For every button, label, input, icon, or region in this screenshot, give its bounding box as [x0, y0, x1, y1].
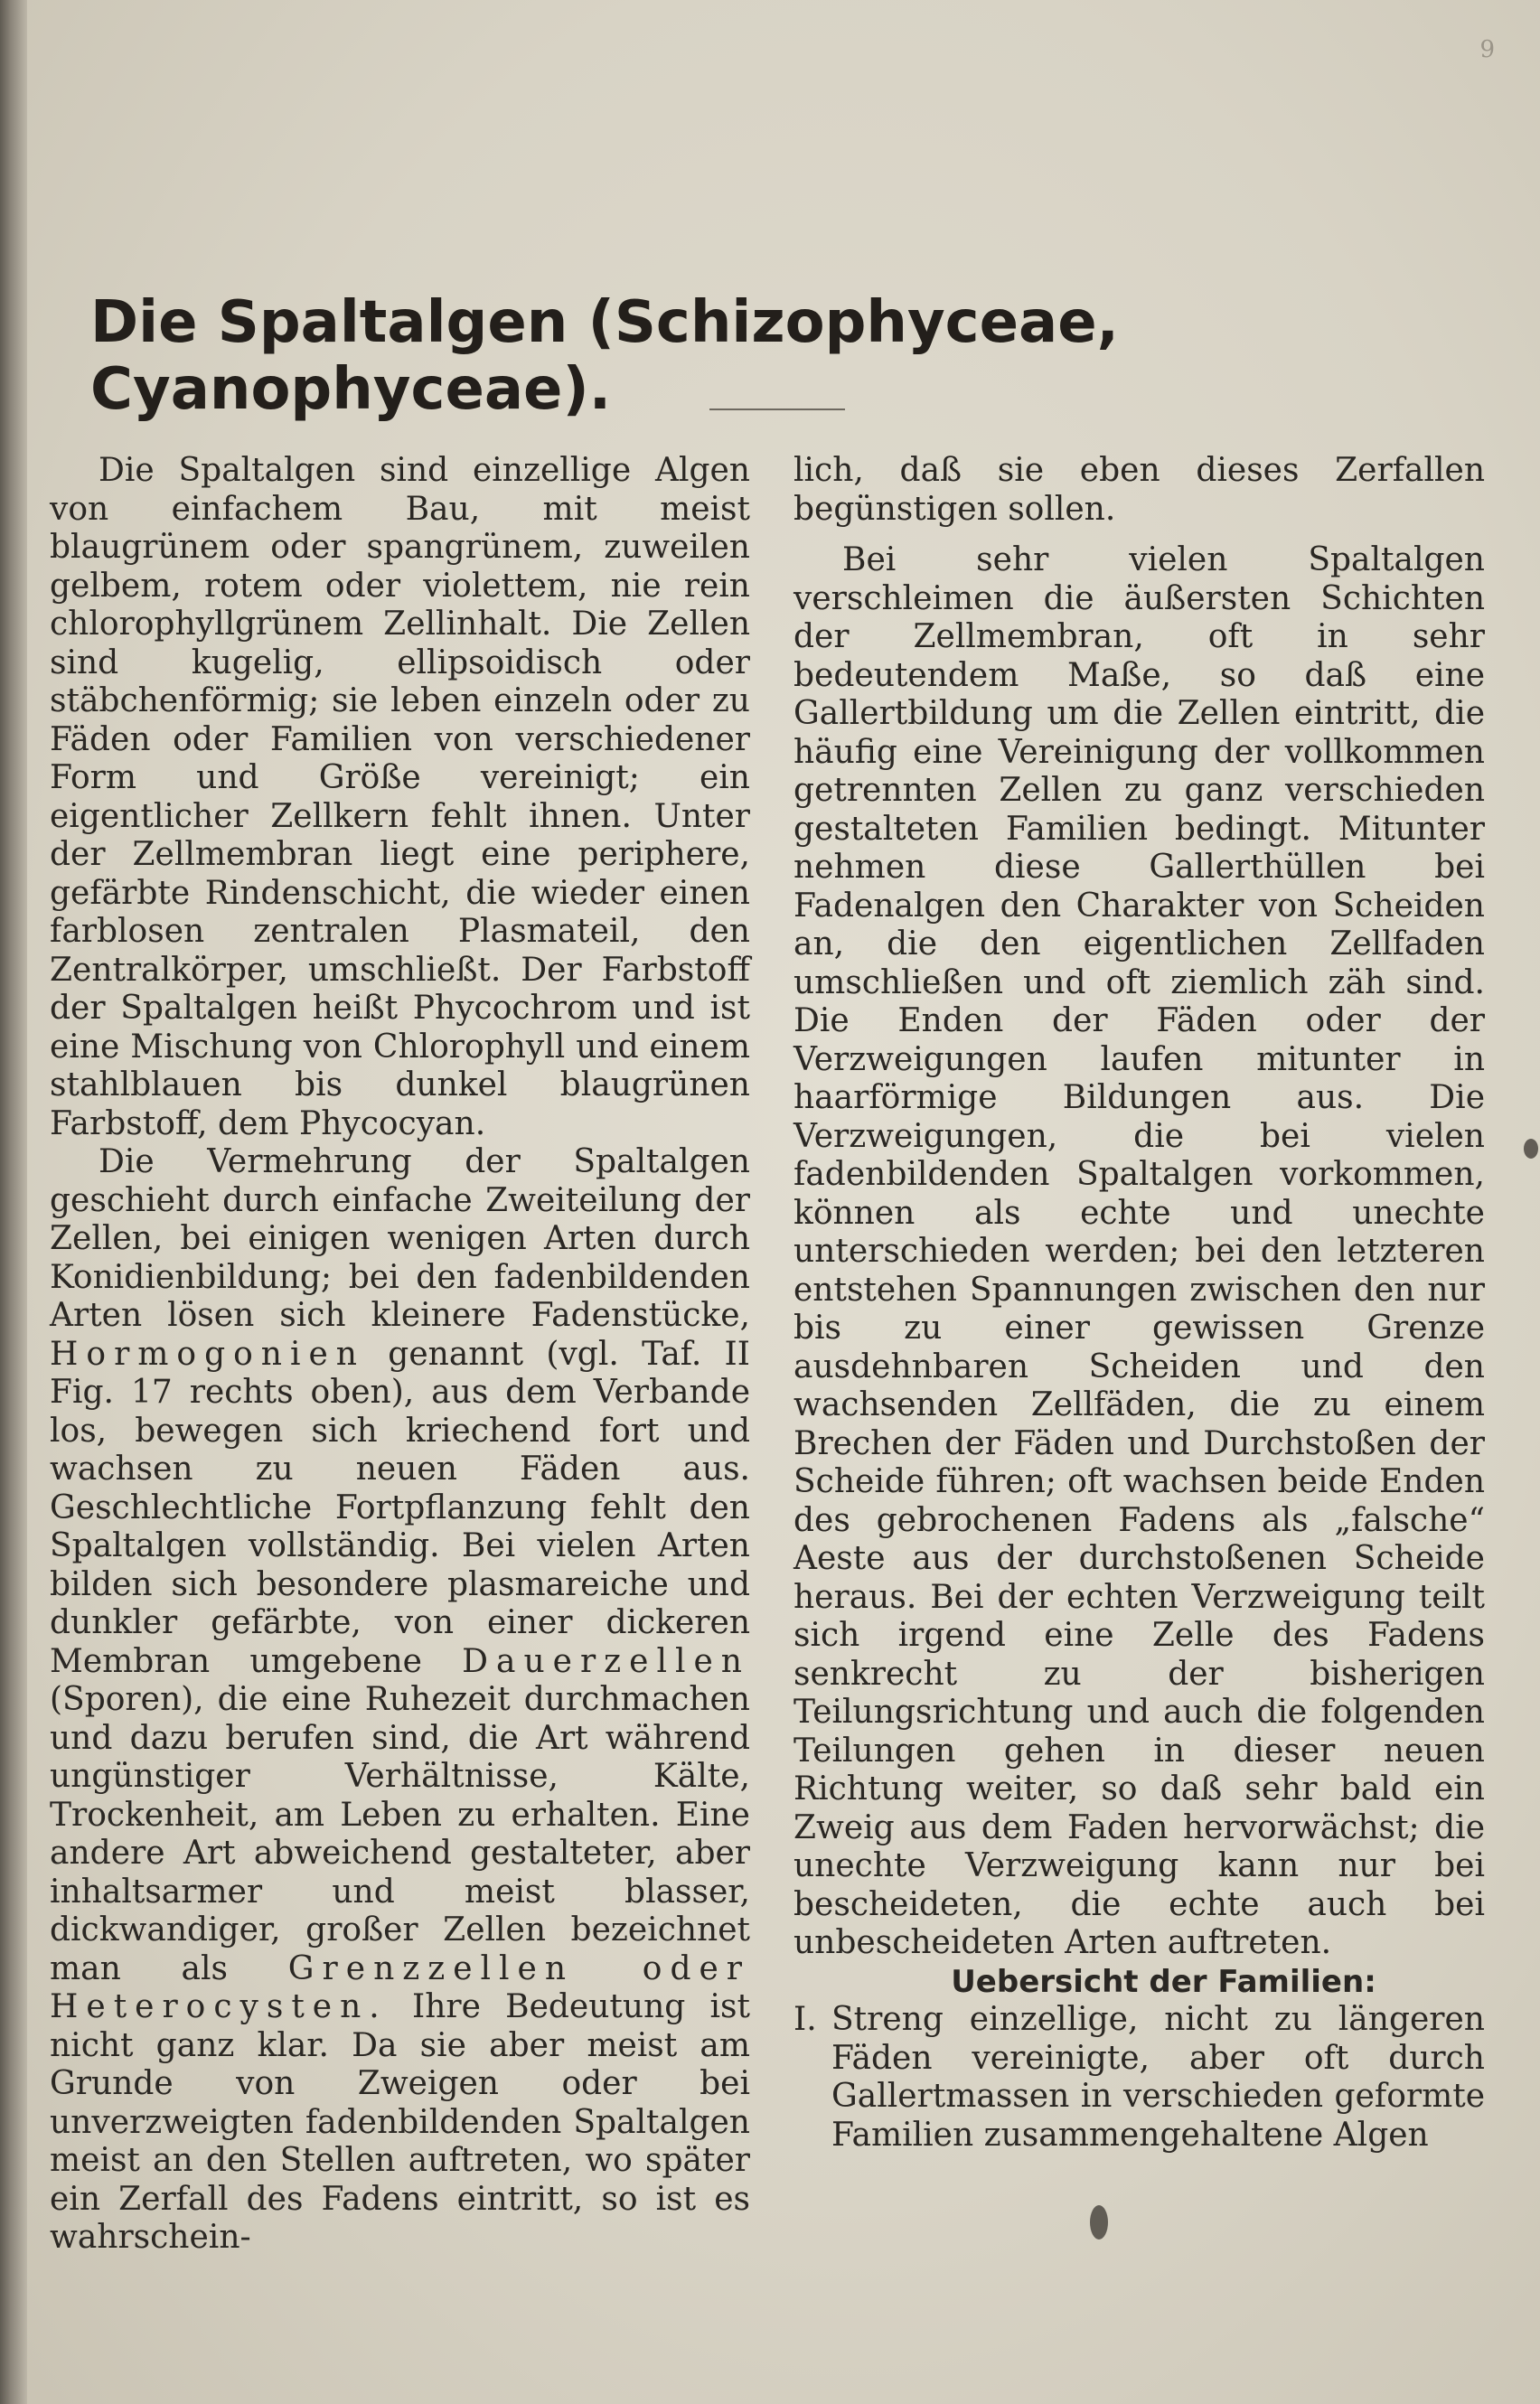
- right-column: [793, 452, 1485, 2155]
- list-item-number: I.: [793, 2001, 817, 2038]
- title-divider: [709, 408, 845, 410]
- list-item: [793, 2001, 1485, 2155]
- term-hormogonien: Hormogonien: [50, 1335, 365, 1373]
- paragraph-intro: Die Spaltalgen sind einzellige Algen von einfachem Bau, mit meist blaugrünem oder spangrünem, zuweilen gelbem, rotem oder violettem, nie rein chlorophyllgrünem Zellinhalt. Die Zellen sind kugelig, ellipsoidisch oder stäbchenförmig; sie leben einzeln oder zu Fäden oder Familien von verschiedener Form und Größe vereinigt; ein eigentlicher Zellkern fehlt ihnen. Unter der Zellmembran liegt eine periphere, gefärbte Rindenschicht, die wieder einen farblosen zentralen Plasmateil, den Zentralkörper, umschließt. Der Farbstoff der Spaltalgen heißt Phycochrom und ist eine Mischung von Chlorophyll und einem stahlblauen bis dunkel blaugrünen Farbstoff, dem Phycocyan.: [50, 452, 750, 1142]
- book-binding-edge: [0, 0, 27, 2404]
- paragraph-reproduction: Die Vermehrung der Spaltalgen geschieht durch einfache Zweiteilung der Zellen, bei einigen wenigen Arten durch Konidienbildung; bei den fadenbildenden Arten lösen sich kleinere Fadenstücke, Hormogonien genannt (vgl. Taf. II Fig. 17 rechts oben), aus dem Verbande los, bewegen sich kriechend fort und wachsen zu neuen Fäden aus. Geschlechtliche Fortpflanzung fehlt den Spaltalgen vollständig. Bei vielen Arten bilden sich besondere plasmareiche und dunkler gefärbte, von einer dickeren Membran umgebene Dauerzellen (Sporen), die eine Ruhezeit durchmachen und dazu berufen sind, die Art während ungünstiger Verhältnisse, Kälte, Trockenheit, am Leben zu erhalten. Eine andere Art abweichend gestalteter, aber inhaltsarmer und meist blasser, dickwandiger, großer Zellen bezeichnet man als Grenzzellen oder Heterocysten. Ihre Bedeutung ist nicht ganz klar. Da sie aber meist am Grunde von Zweigen oder bei unverzweigten fadenbildenden Spaltalgen meist an den Stellen auftreten, wo später ein Zerfall des Fadens eintritt, so ist es wahrschein-: [50, 1143, 751, 2256]
- paragraph-branching: Bei sehr vielen Spaltalgen verschleimen die äußersten Schichten der Zellmembran, oft in sehr bedeutendem Maße, so daß eine Gallertbildung um die Zellen eintritt, die häufig eine Vereinigung der vollkommen getrennten Zellen zu ganz verschieden gestalteten Familien bedingt. Mitunter nehmen diese Gallerthüllen bei Fadenalgen den Charakter von Scheiden an, die den eigentlichen Zellfaden umschließen und oft ziemlich zäh sind. Die Enden der Fäden oder der Verzweigungen laufen mitunter in haarförmige Bildungen aus. Die Verzweigungen, die bei vielen fadenbildenden Spaltalgen vorkommen, können als echte und unechte unterschieden werden; bei den letzteren entstehen Spannungen zwischen den nur bis zu einer gewissen Grenze ausdehnbaren Scheiden und den wachsenden Zellfäden, die zu einem Brechen der Fäden und Durchstoßen der Scheide führen; oft wachsen beide Enden des gebrochenen Fadens als „falsche“ Aeste aus der durchstoßenen Scheide heraus. Bei der echten Verzweigung teilt sich irgend eine Zelle des Fadens senkrecht zu der bisherigen Teilungsrichtung und auch die folgenden Teilungen gehen in dieser neuen Richtung weiter, so daß sehr bald ein Zweig aus dem Faden hervorwächst; die unechte Verzweigung kann nur bei bescheideten, die echte auch bei unbescheideten Arten auftreten.: [793, 541, 1485, 1961]
- page-number: 9: [1479, 36, 1495, 63]
- term-dauerzellen: Dauerzellen: [462, 1642, 750, 1680]
- ink-spot: [1524, 1139, 1538, 1159]
- section-heading: Uebersicht der Familien:: [951, 1963, 1376, 2000]
- term-heterocysten: Grenzzellen oder Heterocysten.: [50, 1949, 751, 2025]
- page-title: Die Spaltalgen (Schizophyceae, Cyanophyceae).: [90, 289, 1119, 423]
- left-column: [50, 452, 750, 2258]
- paragraph-continuation: lich, daß sie eben dieses Zerfallen begünstigen sollen.: [793, 452, 1485, 528]
- list-item-text: Streng einzellige, nicht zu längeren Fäden vereinigte, aber oft durch Gallertmassen in verschieden geformte Familien zusammengehaltene Algen: [831, 2001, 1485, 2154]
- ink-blot: [1090, 2205, 1108, 2240]
